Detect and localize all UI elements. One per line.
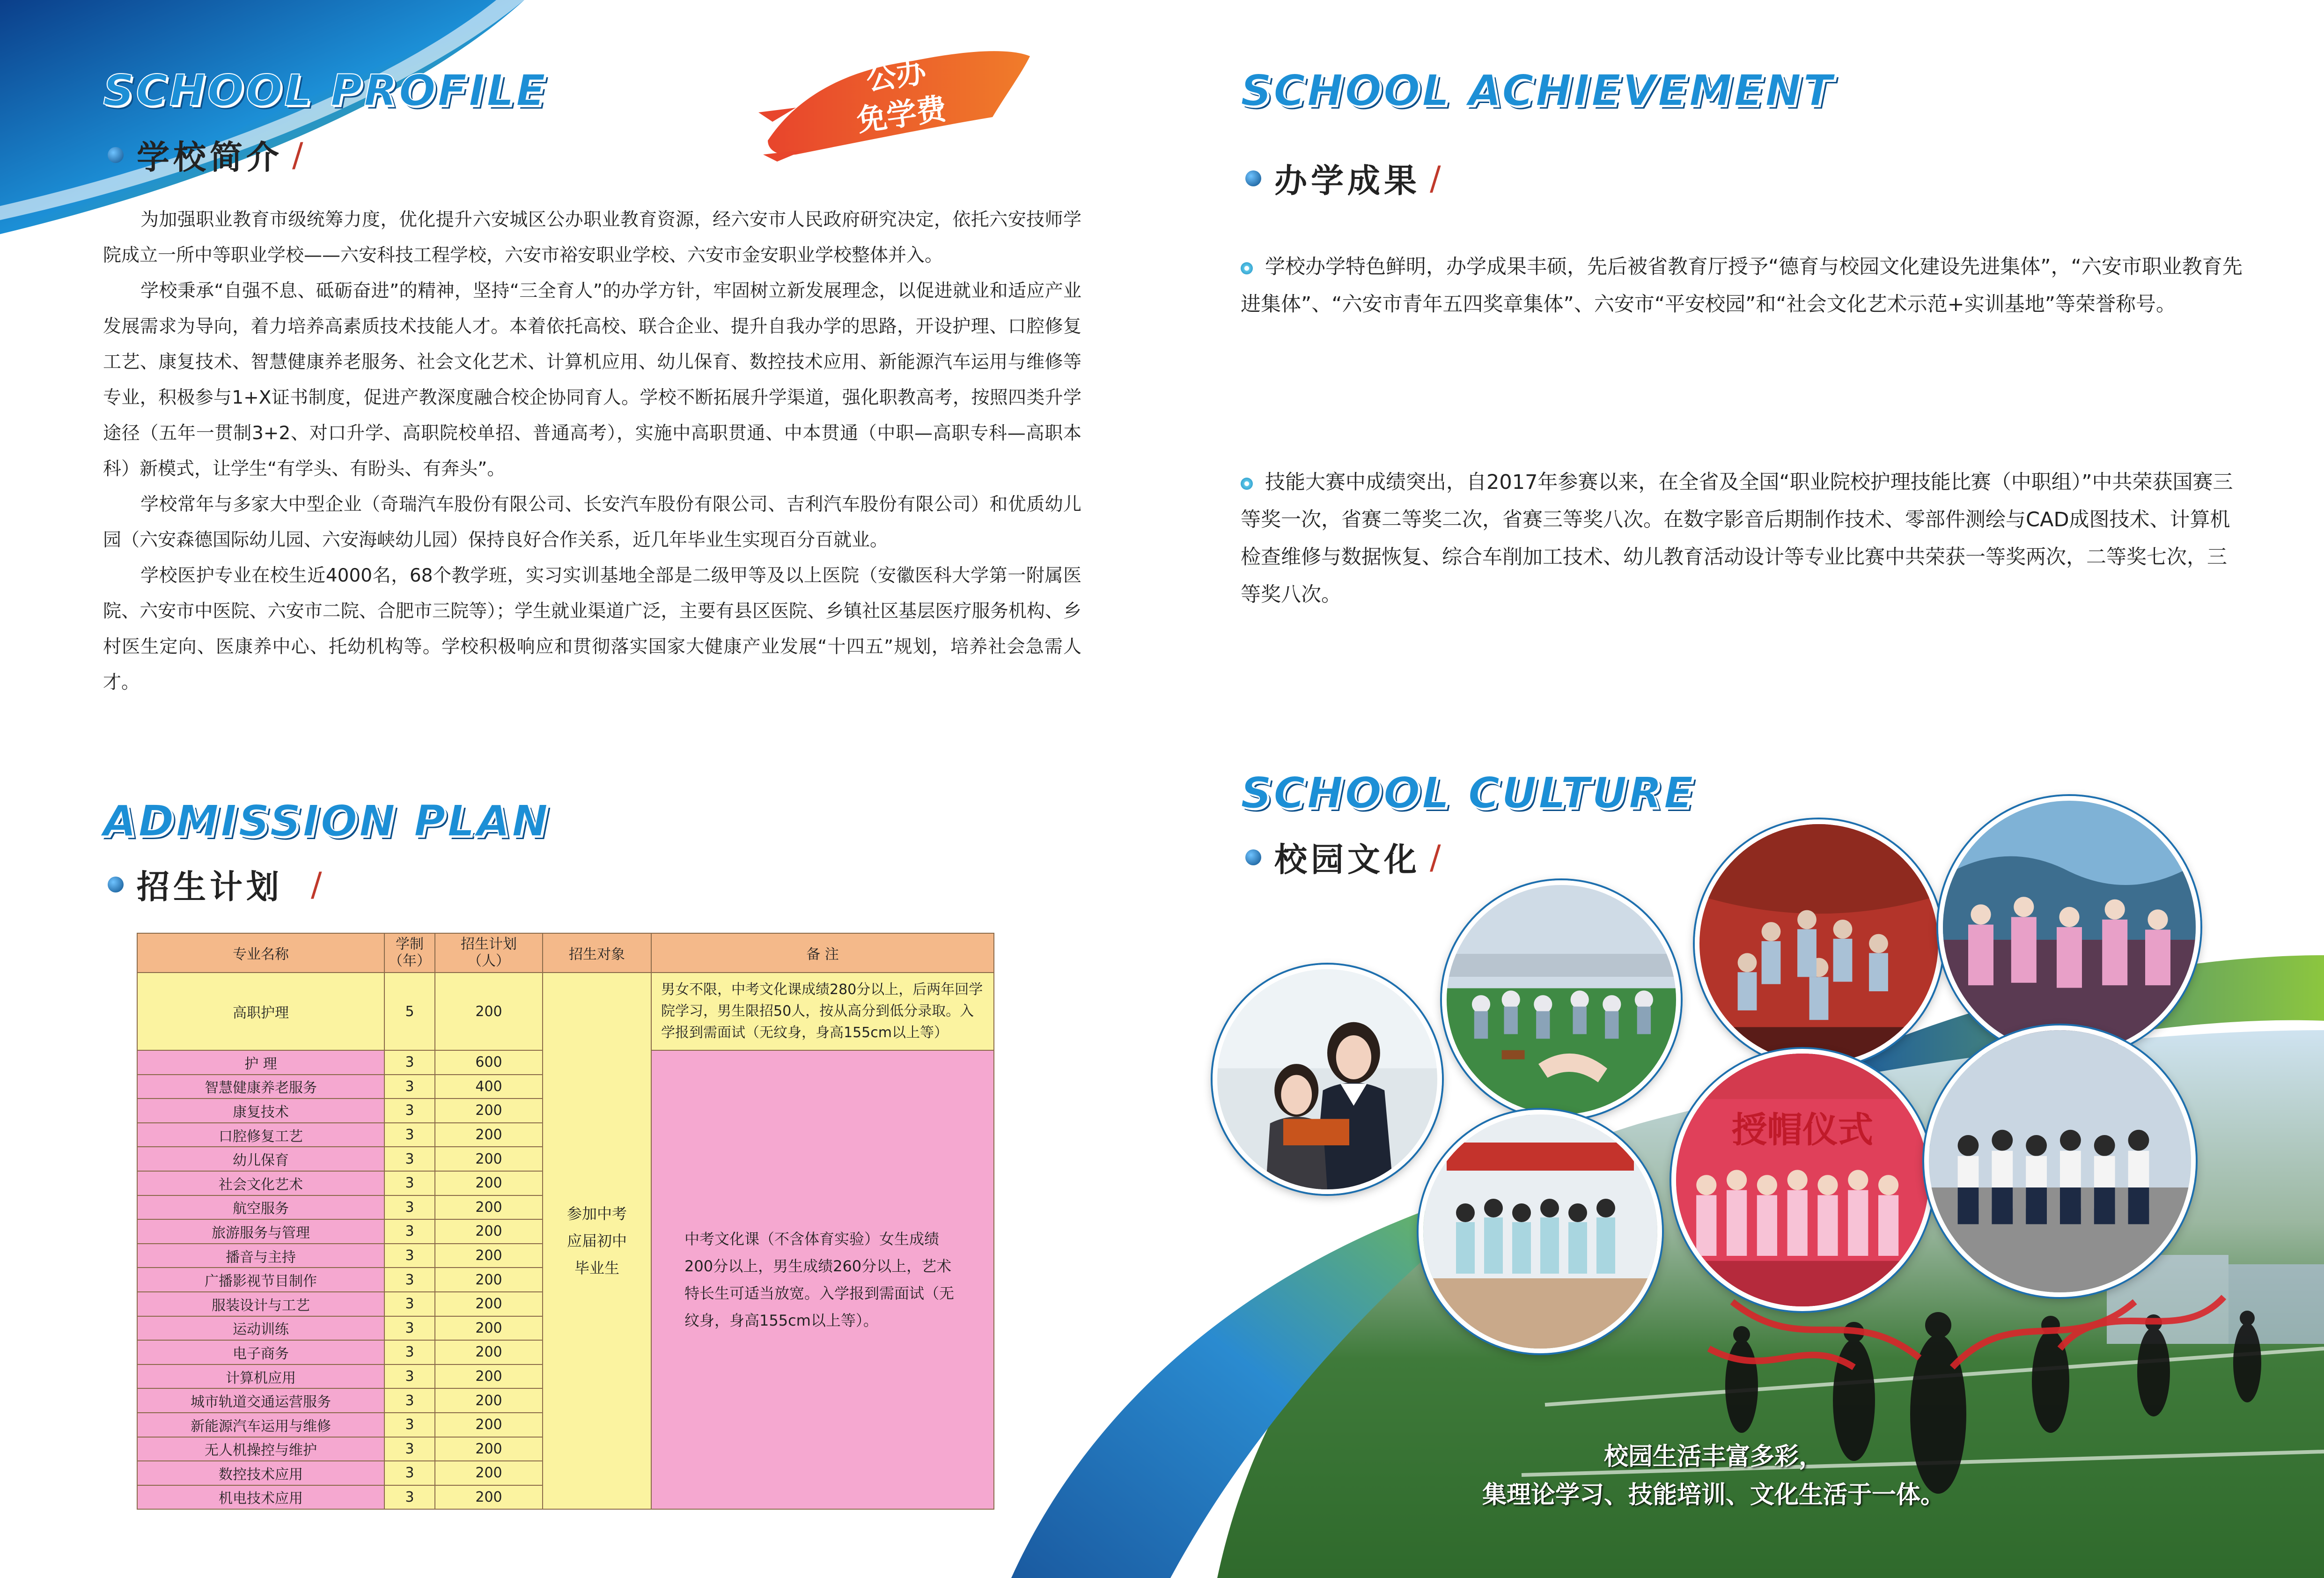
major-cell: 计算机应用 bbox=[137, 1364, 384, 1389]
years-cell: 3 bbox=[384, 1316, 435, 1341]
years-cell: 3 bbox=[384, 1219, 435, 1244]
years-cell: 3 bbox=[384, 1147, 435, 1171]
header-target: 招生对象 bbox=[543, 933, 651, 973]
photo-choir bbox=[1419, 1110, 1662, 1353]
major-cell: 社会文化艺术 bbox=[137, 1171, 384, 1195]
major-cell: 电子商务 bbox=[137, 1340, 384, 1364]
school-achievement-cn-title: 办学成果 bbox=[1274, 162, 1420, 200]
plan-cell: 200 bbox=[435, 1413, 543, 1437]
years-cell: 3 bbox=[384, 1075, 435, 1099]
school-achievement-heading bbox=[1245, 155, 1445, 202]
caption-line-1: 校园生活丰富多彩， bbox=[1603, 1443, 1823, 1471]
plan-cell: 200 bbox=[435, 1147, 543, 1171]
years-cell: 3 bbox=[384, 1413, 435, 1437]
badge-line-2: 免学费 bbox=[854, 91, 949, 139]
plan-cell: 200 bbox=[435, 1388, 543, 1413]
heading-slash: / bbox=[292, 135, 307, 174]
plan-cell: 200 bbox=[435, 1195, 543, 1220]
plan-cell: 200 bbox=[435, 973, 543, 1050]
plan-cell: 200 bbox=[435, 1099, 543, 1123]
years-cell: 3 bbox=[384, 1050, 435, 1075]
major-cell: 康复技术 bbox=[137, 1099, 384, 1123]
bullet-icon bbox=[108, 877, 124, 892]
photo-graduates bbox=[1924, 1025, 2196, 1297]
major-cell: 新能源汽车运用与维修 bbox=[137, 1413, 384, 1437]
admission-plan-title: ADMISSION PLAN bbox=[103, 796, 550, 846]
major-cell: 口腔修复工艺 bbox=[137, 1123, 384, 1147]
plan-cell: 200 bbox=[435, 1219, 543, 1244]
school-achievement-title: SCHOOL ACHIEVEMENT bbox=[1241, 66, 1834, 116]
major-cell: 高职护理 bbox=[137, 973, 384, 1050]
major-cell: 无人机操控与维护 bbox=[137, 1437, 384, 1461]
header-major: 专业名称 bbox=[137, 933, 384, 973]
bullet-icon bbox=[1241, 262, 1253, 274]
table-header-row bbox=[137, 933, 994, 973]
profile-paragraph: 为加强职业教育市级统筹力度，优化提升六安城区公办职业教育资源，经六安市人民政府研究决定，依托六安技师学院成立一所中等职业学校——六安科技工程学校，六安市裕安职业学校、六安市金安职业学校整体并入。 bbox=[103, 209, 1081, 266]
photo-teaching bbox=[1213, 965, 1442, 1194]
photo-dance-performance bbox=[1442, 880, 1681, 1119]
years-cell: 3 bbox=[384, 1268, 435, 1292]
years-cell: 3 bbox=[384, 1292, 435, 1316]
profile-paragraph: 学校医护专业在校生近4000名，68个教学班，实习实训基地全部是二级甲等及以上医院（安徽医科大学第一附属医院、六安市中医院、六安市二院、合肥市三院等）；学生就业渠道广泛，主要有县区医院、乡镇社区基层医疗服务机构、乡村医生定向、医康养中心、托幼机构等。学校积极响应和贯彻落实国家大健康产业发展“十四五”规划，培养社会急需人才。 bbox=[103, 565, 1081, 693]
school-culture-title: SCHOOL CULTURE bbox=[1241, 768, 1695, 818]
header-plan: 招生计划 （人） bbox=[435, 933, 543, 973]
major-cell: 旅游服务与管理 bbox=[137, 1219, 384, 1244]
plan-cell: 200 bbox=[435, 1461, 543, 1485]
years-cell: 3 bbox=[384, 1195, 435, 1220]
header-notes: 备 注 bbox=[651, 933, 994, 973]
bullet-icon bbox=[108, 147, 124, 163]
years-cell: 3 bbox=[384, 1171, 435, 1195]
major-cell: 城市轨道交通运营服务 bbox=[137, 1388, 384, 1413]
heading-slash: / bbox=[311, 865, 326, 904]
major-cell: 运动训练 bbox=[137, 1316, 384, 1341]
admission-plan-cn-title: 招生计划 bbox=[137, 868, 283, 906]
bullet-icon bbox=[1245, 849, 1261, 865]
plan-cell: 200 bbox=[435, 1171, 543, 1195]
major-cell: 航空服务 bbox=[137, 1195, 384, 1220]
admission-table bbox=[137, 933, 994, 1510]
plan-cell: 200 bbox=[435, 1485, 543, 1510]
major-cell: 幼儿保育 bbox=[137, 1147, 384, 1171]
header-years: 学制 （年） bbox=[384, 933, 435, 973]
note-cell: 中考文化课（不含体育实验）女生成绩200分以上，男生成绩260分以上，艺术特长生可适当放宽。入学报到需面试（无纹身，身高155cm以上等）。 bbox=[651, 1050, 994, 1509]
years-cell: 3 bbox=[384, 1364, 435, 1389]
years-cell: 3 bbox=[384, 1388, 435, 1413]
school-profile-text bbox=[103, 202, 1081, 701]
plan-cell: 200 bbox=[435, 1316, 543, 1341]
ceremony-sign: 授帽仪式 bbox=[1731, 1109, 1874, 1150]
caption-line-2: 集理论学习、技能培训、文化生活于一体。 bbox=[1482, 1481, 1945, 1509]
years-cell: 3 bbox=[384, 1340, 435, 1364]
profile-paragraph: 学校常年与多家大中型企业（奇瑞汽车股份有限公司、长安汽车股份有限公司、吉利汽车股份有限公司）和优质幼儿园（六安森德国际幼儿园、六安海峡幼儿园）保持良好合作关系，近几年毕业生实现百分百就业。 bbox=[103, 494, 1081, 551]
school-profile-title: SCHOOL PROFILE bbox=[103, 66, 547, 116]
major-cell: 护 理 bbox=[137, 1050, 384, 1075]
photo-stage-show bbox=[1695, 819, 1943, 1068]
school-profile-cn-title: 学校简介 bbox=[137, 138, 283, 177]
school-culture-cn-title: 校园文化 bbox=[1274, 841, 1420, 879]
badge-line-1: 公办 bbox=[864, 54, 928, 97]
achievement-item bbox=[1241, 248, 2243, 323]
bullet-icon bbox=[1241, 478, 1253, 490]
years-cell: 3 bbox=[384, 1437, 435, 1461]
achievement-item bbox=[1241, 464, 2243, 613]
profile-paragraph: 学校秉承“自强不息、砥砺奋进”的精神，坚持“三全育人”的办学方针，牢固树立新发展理念，以促进就业和适应产业发展需求为导向，着力培养高素质技术技能人才。本着依托高校、联合企业、提升自我办学的思路，开设护理、口腔修复工艺、康复技术、智慧健康养老服务、社会文化艺术、计算机应用、幼儿保育、数控技术应用、新能源汽车运用与维修等专业，积极参与1+X证书制度，促进产教深度融合校企协同育人。学校不断拓展升学渠道，强化职教高考，按照四类升学途径（五年一贯制3+2、对口升学、高职院校单招、普通高考），实施中高职贯通、中本贯通（中职—高职专科—高职本科）新模式，让学生“有学头、有盼头、有奔头”。 bbox=[103, 280, 1081, 479]
years-cell: 3 bbox=[384, 1461, 435, 1485]
heading-slash: / bbox=[1430, 159, 1445, 198]
years-cell: 5 bbox=[384, 973, 435, 1050]
major-cell: 机电技术应用 bbox=[137, 1485, 384, 1510]
years-cell: 3 bbox=[384, 1123, 435, 1147]
plan-cell: 200 bbox=[435, 1244, 543, 1268]
major-cell: 智慧健康养老服务 bbox=[137, 1075, 384, 1099]
school-profile-heading bbox=[108, 131, 307, 178]
major-cell: 数控技术应用 bbox=[137, 1461, 384, 1485]
years-cell: 3 bbox=[384, 1244, 435, 1268]
years-cell: 3 bbox=[384, 1099, 435, 1123]
major-cell: 播音与主持 bbox=[137, 1244, 384, 1268]
free-tuition-badge bbox=[833, 48, 965, 143]
school-culture-heading bbox=[1245, 833, 1445, 881]
plan-cell: 600 bbox=[435, 1050, 543, 1075]
plan-cell: 200 bbox=[435, 1268, 543, 1292]
plan-cell: 200 bbox=[435, 1437, 543, 1461]
photo-costume-performance bbox=[1938, 796, 2200, 1058]
plan-cell: 200 bbox=[435, 1123, 543, 1147]
plan-cell: 200 bbox=[435, 1364, 543, 1389]
photo-capping-ceremony bbox=[1671, 1049, 1934, 1311]
heading-slash: / bbox=[1430, 838, 1445, 877]
plan-cell: 400 bbox=[435, 1075, 543, 1099]
bullet-icon bbox=[1245, 170, 1261, 186]
table-row bbox=[137, 973, 994, 1050]
target-cell: 参加中考应届初中毕业生 bbox=[543, 973, 651, 1509]
admission-plan-heading bbox=[108, 861, 326, 908]
achievement-text: 学校办学特色鲜明，办学成果丰硕，先后被省教育厅授予“德育与校园文化建设先进集体”，“六安市职业教育先进集体”、“六安市青年五四奖章集体”、六安市“平安校园”和“社会文化艺术示范+实训基地”等荣誉称号。 bbox=[1241, 255, 2243, 316]
achievement-text: 技能大赛中成绩突出，自2017年参赛以来，在全省及全国“职业院校护理技能比赛（中职组）”中共荣获国赛三等奖一次，省赛二等奖二次，省赛三等奖八次。在数字影音后期制作技术、零部件测绘与CAD成图技术、计算机检查维修与数据恢复、综合车削加工技术、幼儿教育活动设计等专业比赛中共荣获一等奖两次，二等奖七次，三等奖八次。 bbox=[1241, 471, 2233, 606]
note-cell: 男女不限，中考文化课成绩280分以上，后两年回学院学习，男生限招50人，按从高分到低分录取。入学报到需面试（无纹身，身高155cm以上等） bbox=[651, 973, 994, 1050]
plan-cell: 200 bbox=[435, 1292, 543, 1316]
campus-caption bbox=[1386, 1438, 2041, 1514]
major-cell: 服装设计与工艺 bbox=[137, 1292, 384, 1316]
years-cell: 3 bbox=[384, 1485, 435, 1510]
plan-cell: 200 bbox=[435, 1340, 543, 1364]
major-cell: 广播影视节目制作 bbox=[137, 1268, 384, 1292]
